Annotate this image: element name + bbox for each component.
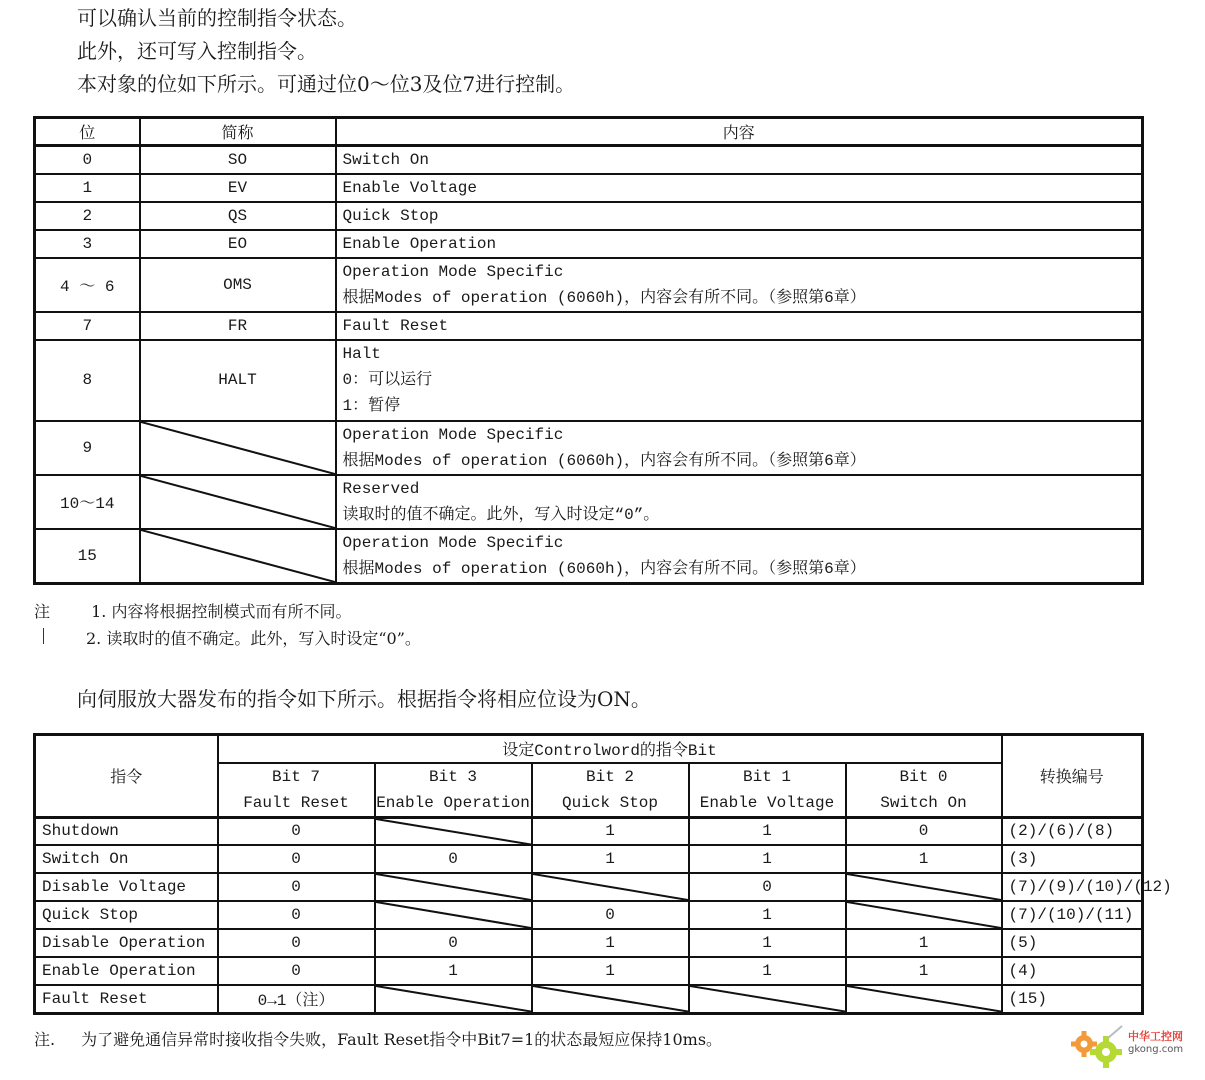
bit-value-cell: 1 <box>532 817 689 845</box>
bit-label: Bit 3 <box>428 767 477 786</box>
content-cell <box>336 475 1143 529</box>
content-cell <box>336 258 1143 312</box>
bit-cell: 7 <box>35 312 140 340</box>
bit-label: Bit 7 <box>271 767 320 786</box>
table-row <box>35 529 1143 584</box>
command-name-cell: Quick Stop <box>35 901 218 929</box>
bit-value-cell: 1 <box>846 957 1002 985</box>
content-cell: Enable Operation <box>336 230 1143 258</box>
table-header-row <box>35 735 1143 763</box>
command-table <box>33 733 1172 1015</box>
content-cell <box>336 421 1143 475</box>
bit-value-cell: 1 <box>689 929 846 957</box>
header-bit2 <box>532 763 689 818</box>
table-row <box>35 421 1143 475</box>
bit-value-cell: 1 <box>532 845 689 873</box>
bit-value-cell: 1 <box>532 957 689 985</box>
table-row <box>35 146 1143 174</box>
table-row <box>35 817 1143 845</box>
content-cell <box>336 529 1143 584</box>
command-name-cell: Fault Reset <box>35 985 218 1013</box>
table-row <box>35 340 1143 421</box>
bit-value-cell: 1 <box>689 845 846 873</box>
content-line: Operation Mode Specific <box>342 425 564 444</box>
abbr-cell: OMS <box>140 258 336 312</box>
bit-cell: 15 <box>35 529 140 584</box>
content-line: 0：可以运行 <box>342 371 433 389</box>
transition-cell: (3) <box>1002 845 1143 873</box>
command-name-cell: Shutdown <box>35 817 218 845</box>
bit-value-cell: 0 <box>218 873 375 901</box>
footnote-text: 为了避免通信异常时接收指令失败，Fault Reset指令中Bit7=1的状态最短应保持10ms。 <box>81 1030 723 1049</box>
abbr-cell: SO <box>140 146 336 174</box>
bit-cell: 3 <box>35 230 140 258</box>
bit-value-cell: 0 <box>218 957 375 985</box>
notes-block <box>34 598 421 652</box>
intro-line-2: 此外，还可写入控制指令。 <box>77 39 317 63</box>
bit-value-cell: 0 <box>375 929 532 957</box>
empty-diagonal-cell <box>375 985 532 1013</box>
note-marker <box>43 628 44 644</box>
bit-label: Bit 2 <box>585 767 634 786</box>
empty-diagonal-cell <box>689 985 846 1013</box>
bit-value-cell: 1 <box>689 817 846 845</box>
empty-diagonal-cell <box>375 901 532 929</box>
table-row <box>35 312 1143 340</box>
bit-value-cell: 1 <box>532 929 689 957</box>
content-cell: Quick Stop <box>336 202 1143 230</box>
bit-name: Quick Stop <box>561 793 658 812</box>
bit-value-cell: 0 <box>218 817 375 845</box>
intro-line-3: 本对象的位如下所示。可通过位0～位3及位7进行控制。 <box>77 72 576 96</box>
content-line: 根据Modes of operation (6060h)，内容会有所不同。（参照第6章） <box>342 451 866 470</box>
note-item: 1. 内容将根据控制模式而有所不同。 <box>91 602 352 621</box>
header-bit: 位 <box>35 118 140 146</box>
bit-value-cell: 0 <box>532 901 689 929</box>
table-row <box>35 258 1143 312</box>
table-row <box>35 901 1143 929</box>
table-header-row <box>35 118 1143 146</box>
content-line: Operation Mode Specific <box>342 533 564 552</box>
content-line: Operation Mode Specific <box>342 262 564 281</box>
content-line: 1：暂停 <box>342 397 401 415</box>
header-command: 指令 <box>35 735 218 818</box>
content-cell: Switch On <box>336 146 1143 174</box>
bit-value-cell: 1 <box>689 957 846 985</box>
intro-command-text: 向伺服放大器发布的指令如下所示。根据指令将相应位设为ON。 <box>77 687 651 711</box>
bit-value-cell: 1 <box>375 957 532 985</box>
bit-name: Switch On <box>880 793 967 812</box>
bit-value-cell: 1 <box>846 929 1002 957</box>
table-row <box>35 475 1143 529</box>
empty-diagonal-cell <box>375 873 532 901</box>
transition-cell: (5) <box>1002 929 1143 957</box>
bit-value-cell: 1 <box>846 845 1002 873</box>
transition-cell: (2)/(6)/(8) <box>1002 817 1143 845</box>
bit-value-cell: 0 <box>218 845 375 873</box>
bit-value-cell: 0→1（注） <box>218 985 375 1013</box>
empty-diagonal-cell <box>846 985 1002 1013</box>
watermark-title: 中华工控网 <box>1128 1030 1183 1043</box>
transition-cell: (7)/(9)/(10)/(12) <box>1002 873 1143 901</box>
header-abbr: 简称 <box>140 118 336 146</box>
command-rows <box>35 817 1172 1013</box>
transition-cell: (7)/(10)/(11) <box>1002 901 1143 929</box>
intro-line-1: 可以确认当前的控制指令状态。 <box>77 6 357 30</box>
bit-value-cell: 1 <box>689 901 846 929</box>
content-line: 根据Modes of operation (6060h)，内容会有所不同。（参照第6章） <box>342 559 866 578</box>
abbr-cell: FR <box>140 312 336 340</box>
table-row <box>35 202 1143 230</box>
content-line: 读取时的值不确定。此外，写入时设定“0”。 <box>342 505 660 524</box>
bit-value-cell: 0 <box>218 929 375 957</box>
bit-label: Bit 0 <box>899 767 948 786</box>
bit-name: Enable Voltage <box>699 793 835 812</box>
bit-name: Fault Reset <box>243 793 349 812</box>
gkong-watermark-logo <box>1068 1022 1198 1072</box>
transition-cell: (4) <box>1002 957 1143 985</box>
content-cell <box>336 340 1143 421</box>
bit-cell: 9 <box>35 421 140 475</box>
content-cell: Enable Voltage <box>336 174 1143 202</box>
empty-diagonal-cell <box>140 475 336 529</box>
bit-value-cell: 0 <box>689 873 846 901</box>
content-line: 根据Modes of operation (6060h)，内容会有所不同。（参照第6章） <box>342 288 866 307</box>
controlword-bit-table <box>33 116 1144 585</box>
note-item: 2. 读取时的值不确定。此外，写入时设定“0”。 <box>86 629 421 648</box>
table-row <box>35 957 1143 985</box>
bit-value-cell: 0 <box>375 845 532 873</box>
header-bit1 <box>689 763 846 818</box>
header-content: 内容 <box>336 118 1143 146</box>
bit-name: Enable Operation <box>376 793 530 812</box>
empty-diagonal-cell <box>375 817 532 845</box>
table-row <box>35 985 1143 1013</box>
empty-diagonal-cell <box>140 529 336 584</box>
empty-diagonal-cell <box>140 421 336 475</box>
command-name-cell: Disable Operation <box>35 929 218 957</box>
header-bit7 <box>218 763 375 818</box>
bit-cell: 10～14 <box>35 475 140 529</box>
bit-value-cell: 0 <box>846 817 1002 845</box>
bit-cell: 1 <box>35 174 140 202</box>
command-name-cell: Enable Operation <box>35 957 218 985</box>
content-line: Reserved <box>342 479 420 498</box>
empty-diagonal-cell <box>846 901 1002 929</box>
abbr-cell: EO <box>140 230 336 258</box>
header-bit-group: 设定Controlword的指令Bit <box>218 735 1002 763</box>
abbr-cell: EV <box>140 174 336 202</box>
table-row <box>35 873 1143 901</box>
abbr-cell: QS <box>140 202 336 230</box>
empty-diagonal-cell <box>532 985 689 1013</box>
bit-label: Bit 1 <box>742 767 791 786</box>
table-row <box>35 845 1143 873</box>
table-row <box>35 230 1143 258</box>
content-line: Halt <box>342 345 381 363</box>
watermark-domain: gkong.com <box>1128 1044 1184 1055</box>
bit-cell: 4 ～ 6 <box>35 258 140 312</box>
header-bit3 <box>375 763 532 818</box>
transition-cell: (15) <box>1002 985 1143 1013</box>
abbr-cell: HALT <box>140 340 336 421</box>
bit-cell: 0 <box>35 146 140 174</box>
empty-diagonal-cell <box>532 873 689 901</box>
bit-value-cell: 0 <box>218 901 375 929</box>
table-row <box>35 929 1143 957</box>
table-row <box>35 174 1143 202</box>
command-name-cell: Disable Voltage <box>35 873 218 901</box>
footnote-label: 注. <box>34 1030 56 1049</box>
bit-cell: 8 <box>35 340 140 421</box>
footnote <box>34 1026 722 1053</box>
header-transition: 转换编号 <box>1002 735 1143 818</box>
command-name-cell: Switch On <box>35 845 218 873</box>
note-label: 注 <box>34 602 51 621</box>
bit-cell: 2 <box>35 202 140 230</box>
empty-diagonal-cell <box>846 873 1002 901</box>
content-cell: Fault Reset <box>336 312 1143 340</box>
header-bit0 <box>846 763 1002 818</box>
